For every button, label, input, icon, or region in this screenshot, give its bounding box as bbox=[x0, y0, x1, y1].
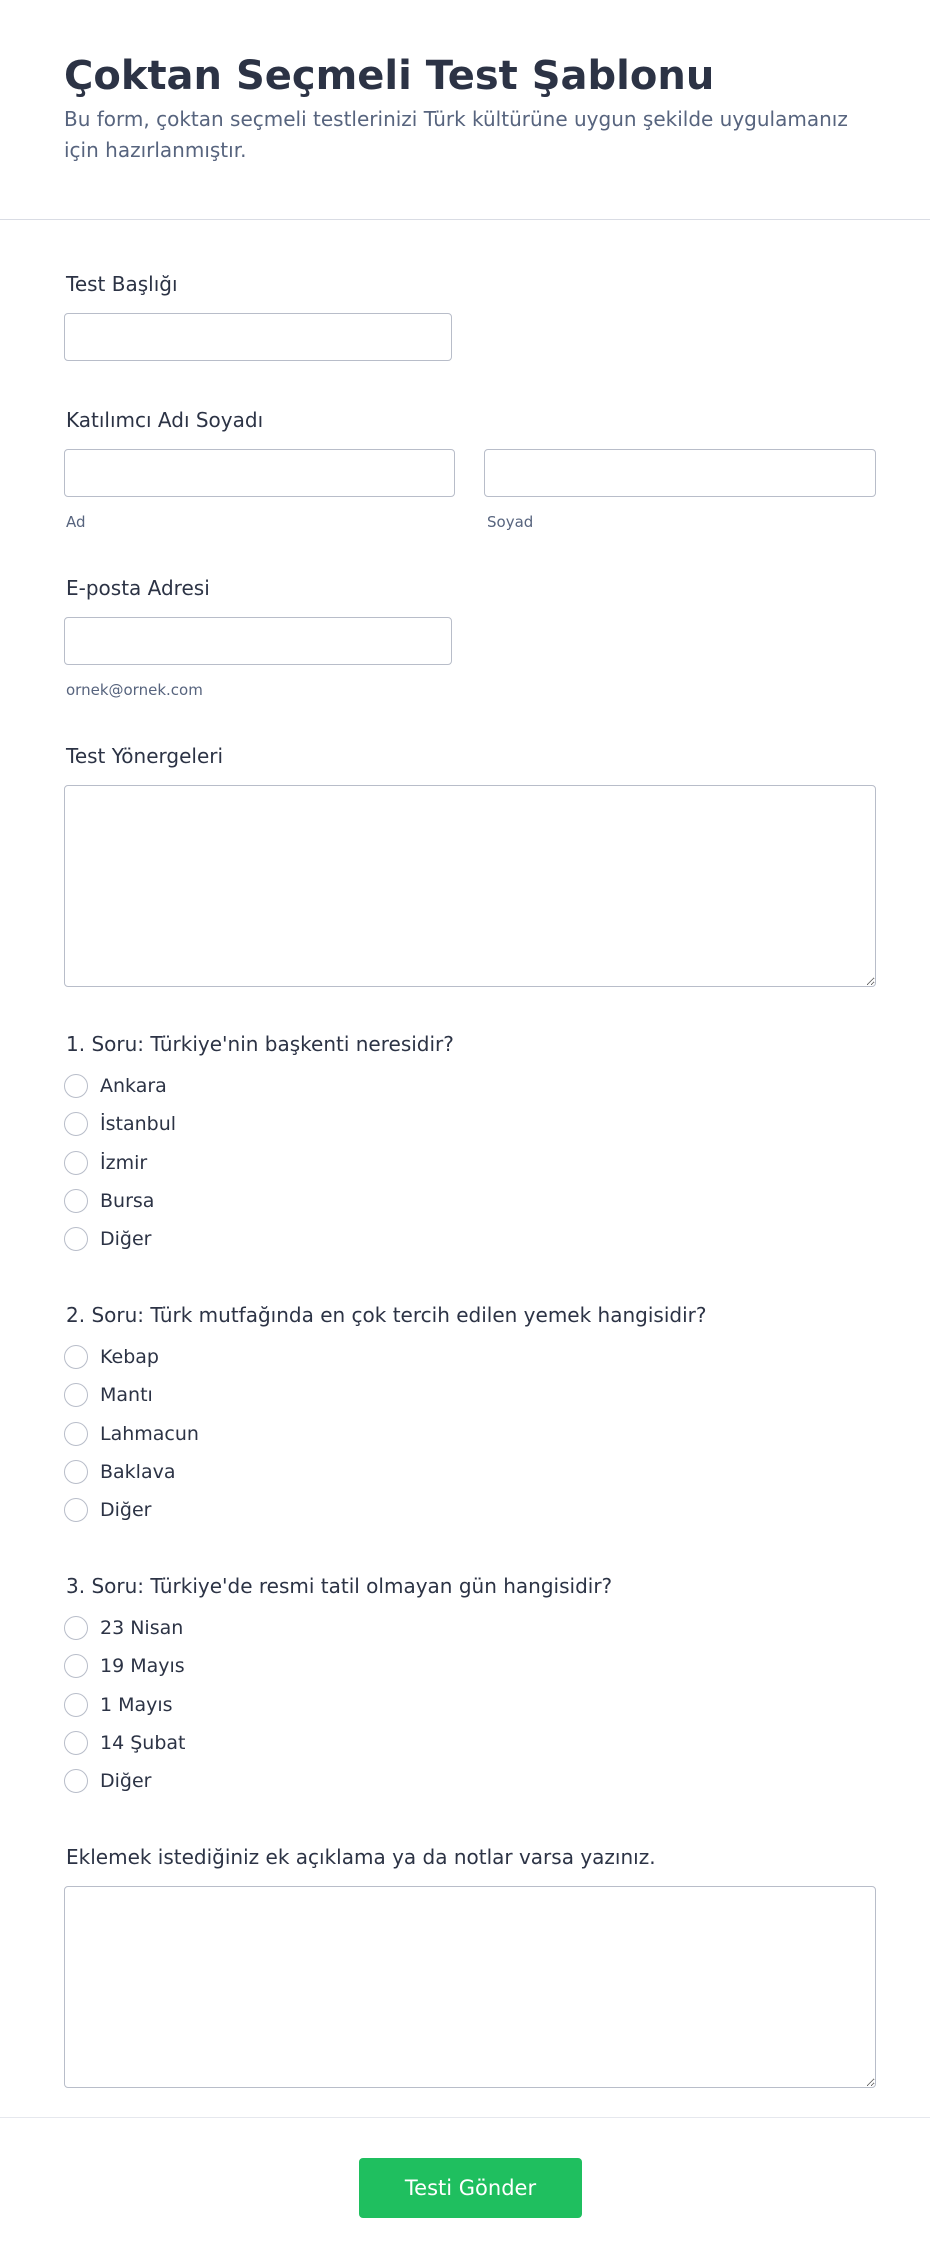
test-title-label: Test Başlığı bbox=[66, 272, 178, 296]
radio-button[interactable] bbox=[64, 1654, 88, 1678]
question-2-option-baklava[interactable] bbox=[64, 1458, 176, 1486]
participant-name-label: Katılımcı Adı Soyadı bbox=[66, 408, 264, 432]
question-1-option-izmir[interactable] bbox=[64, 1149, 147, 1177]
instructions-label: Test Yönergeleri bbox=[66, 744, 224, 768]
radio-button[interactable] bbox=[64, 1227, 88, 1251]
option-label: Diğer bbox=[100, 1770, 152, 1792]
question-3-option-23-nisan[interactable] bbox=[64, 1614, 183, 1642]
question-3-label: 3. Soru: Türkiye'de resmi tatil olmayan gün hangisidir? bbox=[66, 1574, 613, 1598]
question-1-option-diger[interactable] bbox=[64, 1225, 151, 1253]
submit-button[interactable]: Testi Gönder bbox=[359, 2158, 582, 2218]
question-1-option-bursa[interactable] bbox=[64, 1187, 154, 1215]
option-label: 23 Nisan bbox=[100, 1617, 184, 1639]
option-label: Ankara bbox=[100, 1075, 167, 1097]
question-1-option-istanbul[interactable] bbox=[64, 1110, 176, 1138]
option-label: 14 Şubat bbox=[100, 1732, 186, 1754]
page-description: Bu form, çoktan seçmeli testlerinizi Türk kültürüne uygun şekilde uygulamanız için hazırlanmıştır. bbox=[64, 107, 848, 162]
radio-button[interactable] bbox=[64, 1731, 88, 1755]
option-label: 1 Mayıs bbox=[100, 1694, 173, 1716]
instructions-textarea[interactable] bbox=[64, 785, 876, 987]
radio-button[interactable] bbox=[64, 1383, 88, 1407]
notes-textarea[interactable] bbox=[64, 1886, 876, 2088]
radio-button[interactable] bbox=[64, 1693, 88, 1717]
form-header bbox=[0, 0, 930, 220]
question-3-option-1-mayis[interactable] bbox=[64, 1691, 173, 1719]
email-sublabel: ornek@ornek.com bbox=[66, 681, 203, 699]
test-title-input[interactable] bbox=[64, 313, 452, 361]
option-label: 19 Mayıs bbox=[100, 1655, 185, 1677]
radio-button[interactable] bbox=[64, 1345, 88, 1369]
question-1-option-ankara[interactable] bbox=[64, 1072, 167, 1100]
question-2-label: 2. Soru: Türk mutfağında en çok tercih edilen yemek hangisidir? bbox=[66, 1303, 707, 1327]
radio-button[interactable] bbox=[64, 1460, 88, 1484]
question-3-option-14-subat[interactable] bbox=[64, 1729, 185, 1757]
option-label: Kebap bbox=[100, 1346, 159, 1368]
option-label: Mantı bbox=[100, 1384, 153, 1406]
radio-button[interactable] bbox=[64, 1151, 88, 1175]
email-label: E-posta Adresi bbox=[66, 576, 210, 600]
option-label: Diğer bbox=[100, 1228, 152, 1250]
radio-button[interactable] bbox=[64, 1189, 88, 1213]
question-3-option-19-mayis[interactable] bbox=[64, 1652, 185, 1680]
option-label: Diğer bbox=[100, 1499, 152, 1521]
last-name-sublabel: Soyad bbox=[487, 513, 534, 531]
radio-button[interactable] bbox=[64, 1498, 88, 1522]
first-name-input[interactable] bbox=[64, 449, 455, 497]
email-input[interactable] bbox=[64, 617, 452, 665]
question-1-label: 1. Soru: Türkiye'nin başkenti neresidir? bbox=[66, 1032, 454, 1056]
page-title: Çoktan Seçmeli Test Şablonu bbox=[64, 53, 715, 99]
question-2-option-kebap[interactable] bbox=[64, 1343, 159, 1371]
radio-button[interactable] bbox=[64, 1112, 88, 1136]
option-label: Baklava bbox=[100, 1461, 176, 1483]
form-footer bbox=[0, 2117, 930, 2264]
option-label: Lahmacun bbox=[100, 1423, 199, 1445]
option-label: İzmir bbox=[100, 1152, 148, 1174]
question-2-option-lahmacun[interactable] bbox=[64, 1420, 199, 1448]
option-label: Bursa bbox=[100, 1190, 155, 1212]
question-2-option-diger[interactable] bbox=[64, 1496, 151, 1524]
option-label: İstanbul bbox=[100, 1113, 177, 1135]
radio-button[interactable] bbox=[64, 1616, 88, 1640]
last-name-input[interactable] bbox=[484, 449, 876, 497]
radio-button[interactable] bbox=[64, 1769, 88, 1793]
question-3-option-diger[interactable] bbox=[64, 1767, 151, 1795]
radio-button[interactable] bbox=[64, 1074, 88, 1098]
notes-label: Eklemek istediğiniz ek açıklama ya da notlar varsa yazınız. bbox=[66, 1845, 656, 1869]
question-2-option-manti[interactable] bbox=[64, 1381, 153, 1409]
radio-button[interactable] bbox=[64, 1422, 88, 1446]
first-name-sublabel: Ad bbox=[66, 513, 86, 531]
